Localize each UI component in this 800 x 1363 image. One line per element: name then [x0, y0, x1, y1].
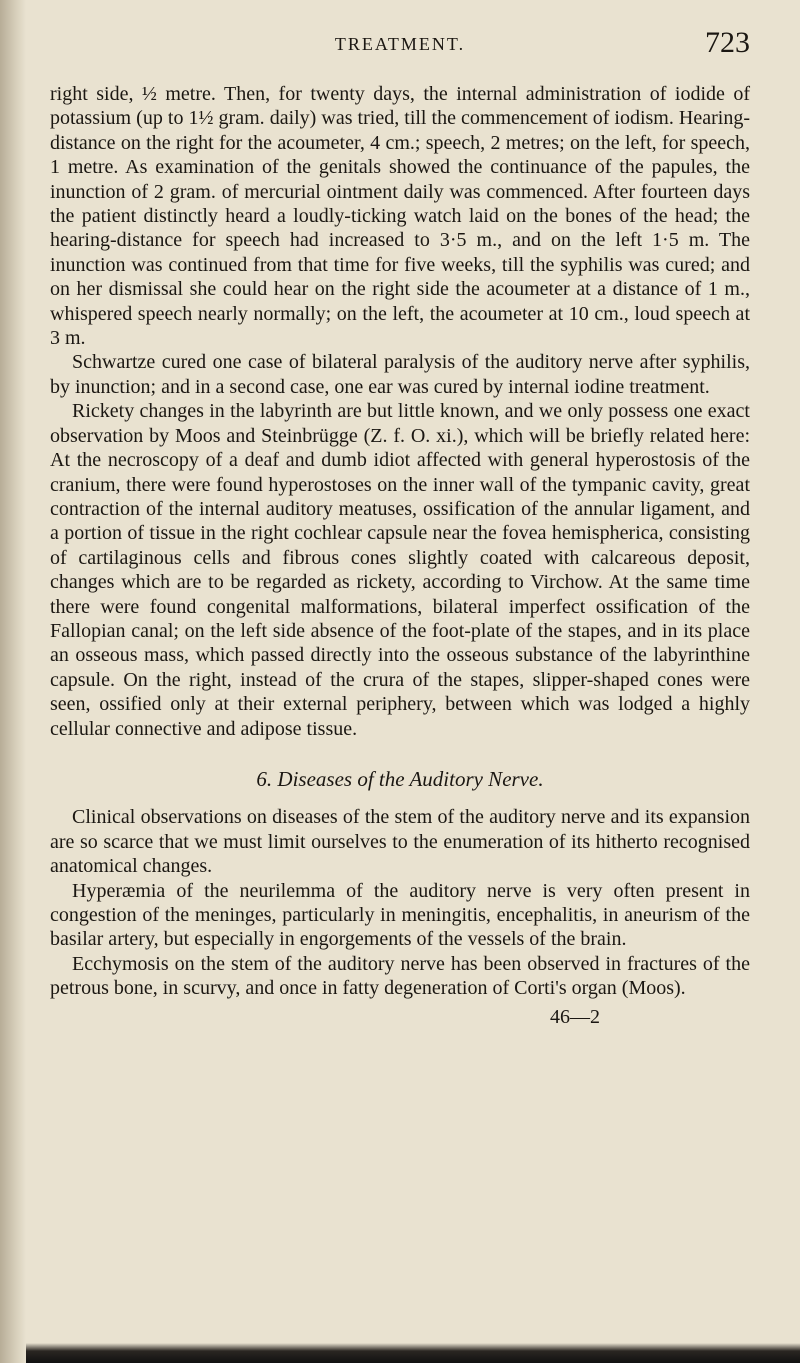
page-bottom-edge	[26, 1343, 800, 1363]
page-edge-shadow	[0, 0, 26, 1363]
paragraph: Rickety changes in the labyrinth are but little known, and we only possess one exact observation by Moos and Steinbrügge (Z. f. O. xi.), which will be briefly related here: At the necroscopy of a deaf and dumb idiot affected with general hyperostosis of the cranium, there were found hyperostoses on the inner wall of the tympanic cavity, great contraction of the internal auditory meatuses, ossification of the annular ligament, and a portion of tissue in the right cochlear capsule near the fovea hemispherica, consisting of cartilaginous cells and fibrous cones slightly coated with calcareous deposit, changes which are to be regarded as rickety, according to Virchow. At the same time there were found congenital malformations, bilateral imperfect ossification of the Fallopian canal; on the left side absence of the foot-plate of the stapes, and in its place an osseous mass, which passed directly into the osseous substance of the labyrinthine capsule. On the right, instead of the crura of the stapes, slipper-shaped cones were seen, ossified only at their external periphery, between which was lodged a highly cellular connective and adipose tissue.	[50, 400, 750, 740]
running-head: TREATMENT.	[334, 34, 466, 54]
paragraph: Schwartze cured one case of bilateral paralysis of the auditory nerve after syphilis, by inunction; and in a second case, one ear was cured by internal iodine treatment.	[50, 351, 750, 398]
page-header	[50, 26, 750, 60]
paragraph: Hyperæmia of the neurilemma of the auditory nerve is very often present in congestion of the meninges, particularly in meningitis, encephalitis, in aneurism of the basilar artery, but especially in engorgements of the vessels of the brain.	[50, 879, 750, 951]
page-body	[50, 82, 750, 1029]
paragraph: Clinical observations on diseases of the stem of the auditory nerve and its expansion are so scarce that we must limit ourselves to the enumeration of its hitherto recognised anatomical changes.	[50, 806, 750, 878]
paragraph: right side, ½ metre. Then, for twenty days, the internal administration of iodide of potassium (up to 1½ gram. daily) was tried, till the commencement of iodism. Hearing-distance on the right for the acoumeter, 4 cm.; speech, 2 metres; on the left, for speech, 1 metre. As examination of the genitals showed the continuance of the papules, the inunction of 2 gram. of mercurial ointment daily was commenced. After fourteen days the patient distinctly heard a loudly-ticking watch laid on the bones of the head; the hearing-distance for speech had increased to 3·5 m., and on the left 1·5 m. The inunction was continued from that time for five weeks, till the syphilis was cured; and on her dismissal she could hear on the right side the acoumeter at a distance of 1 m., whispered speech nearly normally; on the left, the acoumeter at 10 cm., loud speech at 3 m.	[50, 83, 750, 350]
signature-mark: 46—2	[550, 1005, 600, 1028]
section-heading: 6. Diseases of the Auditory Nerve.	[256, 766, 544, 791]
page-number: 723	[705, 26, 750, 59]
paragraph: Ecchymosis on the stem of the auditory nerve has been observed in fractures of the petrous bone, in scurvy, and once in fatty degeneration of Corti's organ (Moos).	[50, 952, 750, 1000]
